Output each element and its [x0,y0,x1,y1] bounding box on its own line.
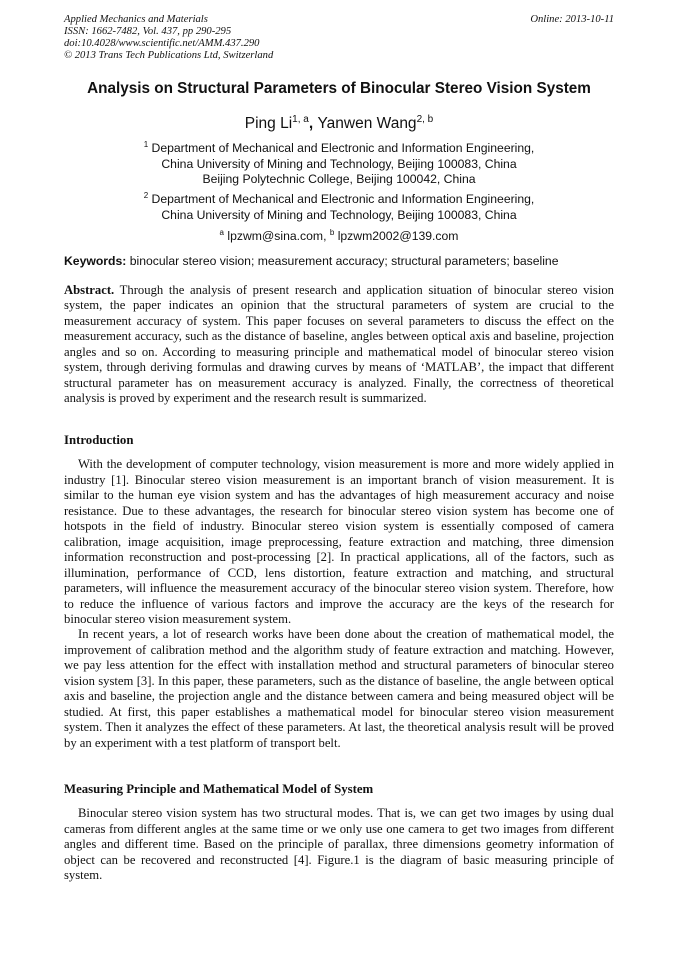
author-sup: 2, b [416,114,434,125]
author-name: Yanwen Wang [317,115,417,133]
doi: doi:10.4028/www.scientific.net/AMM.437.290 [64,38,260,49]
email-sup: a [219,228,224,237]
affiliation-sup: 1 [143,140,149,149]
affiliation-line: China University of Mining and Technology, Beijing 100083, China [161,207,517,222]
affiliation-2 [0,188,678,223]
author-sup: 1, a [292,114,309,125]
keywords [64,254,559,268]
keywords-text: binocular stereo vision; measurement accuracy; structural parameters; baseline [129,254,559,268]
copyright: © 2013 Trans Tech Publications Ltd, Switzerland [64,50,274,61]
issn: ISSN: 1662-7482, Vol. 437, pp 290-295 [64,26,232,37]
affiliation-1 [0,137,678,188]
emails [0,225,678,245]
affiliation-line: China University of Mining and Technology, Beijing 100083, China [161,156,517,171]
authors: Ping Li$^{1, a}$, Yanwen Wang$^{2, b}$ [244,114,434,133]
section-heading: Measuring Principle and Mathematical Model of System [64,782,374,796]
section-measuring-principle [64,782,614,884]
email: lpzwm@sina.com, [227,229,327,244]
paragraph: Binocular stereo vision system has two structural modes. That is, we can get two images by using dual cameras from different angles at the same time or we only use one camera to get two images from different angles and different time. Based on the principle of parallax, three dimensions geometry information of object can be recovered and reconstructed [4]. Figure.1 is the diagram of basic measuring principle of system. [64,806,614,883]
abstract-label: Abstract. [64,283,115,297]
keywords-label: Keywords: [64,254,127,268]
paper-title: Analysis on Structural Parameters of Binocular Stereo Vision System [87,80,591,97]
affiliation-line: Beijing Polytechnic College, Beijing 100042, China [202,172,476,187]
paragraph: In recent years, a lot of research works have been done about the creation of mathematical model, the improvement of calibration method and the algorithm study of feature extraction and matching. However, we pay less attention for the effect with installation method and structural parameters of binocular stereo vision system [3]. In this paper, these parameters, such as the distance of baseline, the angle between optical axis and baseline, the projection angle and the distance between camera and being measured object will be studied. At first, this paper establishes a mathematical model for binocular stereo vision measurement system. Then it analyzes the effect of these parameters. At last, the theoretical analysis result will be proved by an experiment with a test platform of transport belt. [64,627,614,750]
email-sup: b [329,228,335,237]
paragraph: With the development of computer technology, vision measurement is more and more widely applied in industry [1]. Binocular stereo vision measurement is an important branch of vision measurement. It is similar to the human eye vision system and has the advantages of high measurement accuracy and noise resistance. Due to these advantages, the research for binocular stereo vision system has become one of hotspots in the field of industry. Binocular stereo vision system is essentially composed of camera calibration, image acquisition, image preprocessing, feature extraction and matching, three dimension information reconstruction and post-processing [2]. In practical applications, all of the factors, such as illumination, performance of CCD, lens distortion, feature extraction and matching, and structural parameters, will influence the measurement accuracy of the binocular stereo vision system. Therefore, how to reduce the influence of various factors and improve the accuracy are the keys of the research for binocular stereo vision measurement system. [64,457,614,626]
journal-name: Applied Mechanics and Materials [64,14,208,25]
journal-header [64,14,273,62]
affiliation-line: Department of Mechanical and Electronic and Information Engineering, [151,141,535,156]
section-heading: Introduction [64,433,134,447]
affiliation-line: Department of Mechanical and Electronic and Information Engineering, [151,192,535,207]
section-introduction [64,433,614,751]
author-name: Ping Li [244,115,293,133]
abstract-text: Through the analysis of present research and application situation of binocular stereo vision system, the paper indicates an opinion that the structural parameters of system are crucial to the measurement accuracy of system. This paper focuses on several parameters to discuss the effect on the measurement accuracy, such as the distance of baseline, angles between optical axis and baseline, projection angles and so on. According to measuring principle and mathematical model of binocular stereo vision system, through deriving formulas and drawing curves by means of ‘MATLAB’, the impact that different structural parameter has on measurement accuracy is analyzed. Finally, the correctness of theoretical analysis is proved by experiment and the research result is summarized. [64,283,615,406]
email: lpzwm2002@139.com [337,229,459,244]
online-date: Online: 2013-10-11 [530,14,614,25]
affiliation-sup: 2 [143,191,149,200]
abstract [64,283,614,407]
